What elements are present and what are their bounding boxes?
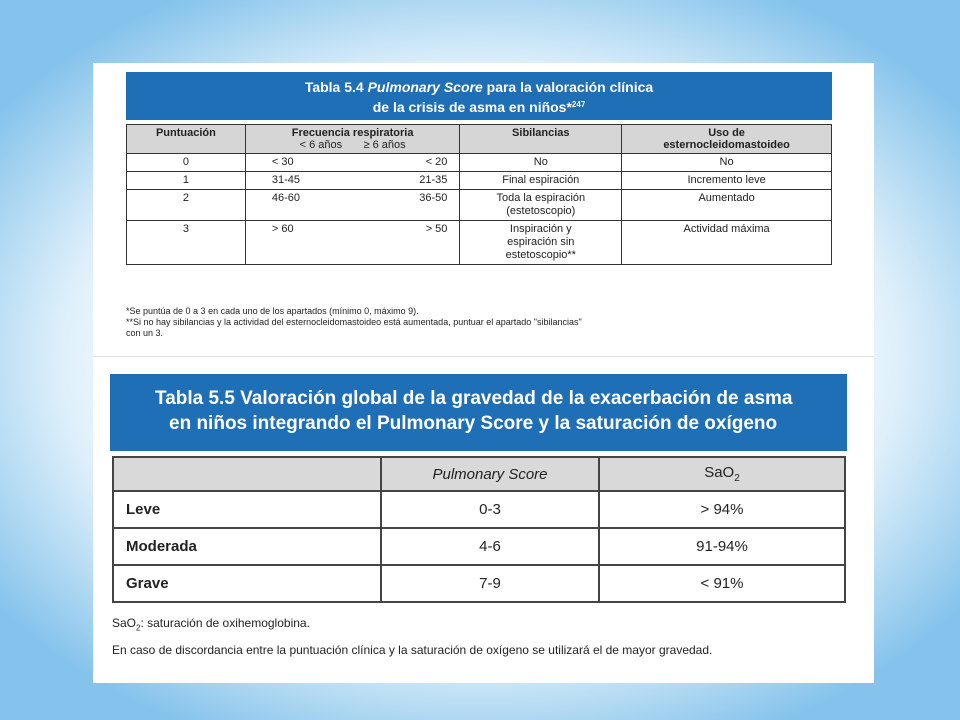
cell-wheeze-line2: espiración sin (507, 236, 575, 248)
table-5-4-footnotes (126, 306, 832, 339)
cell-wheeze: No (460, 154, 622, 172)
footnote-1: *Se puntúa de 0 a 3 en cada uno de los apartados (mínimo 0, máximo 9). (126, 306, 419, 316)
table-5-5-title (110, 374, 847, 451)
col-scm (622, 125, 832, 154)
cell-freq-under6: > 60 (271, 223, 294, 235)
table-5-5-notes (112, 612, 852, 661)
cell-score: 0-3 (381, 491, 599, 528)
cell-wheeze-line1: Inspiración y (509, 223, 572, 235)
cell-scm: No (622, 154, 832, 172)
table-row (127, 154, 832, 172)
note-1 (112, 612, 852, 639)
title-superscript: 247 (571, 100, 586, 109)
col-sao2-sub: 2 (734, 473, 740, 484)
cell-freq-under6: 31-45 (271, 174, 300, 186)
table-5-4-title (126, 72, 832, 120)
cell-wheeze-line2: (estetoscopio) (506, 205, 576, 217)
col-score: Puntuación (127, 125, 246, 154)
note-1-post: : saturación de oxihemoglobina. (140, 616, 310, 630)
col-freq-under6: < 6 años (299, 139, 343, 151)
cell-sao2: 91-94% (599, 528, 845, 565)
cell-wheeze (460, 221, 622, 265)
cell-wheeze: Final espiración (460, 172, 622, 190)
table-row (113, 528, 845, 565)
col-sao2 (599, 457, 845, 491)
cell-freq-under6: 46-60 (271, 192, 300, 204)
cell-severity: Leve (113, 491, 381, 528)
cell-wheeze-line1: Toda la espiración (496, 192, 586, 204)
col-freq-over6: ≥ 6 años (363, 139, 406, 151)
cell-scm: Incremento leve (622, 172, 832, 190)
col-scm-line1: Uso de (708, 127, 745, 139)
cell-freq-over6: 36-50 (419, 192, 448, 204)
cell-severity: Grave (113, 565, 381, 602)
severity-table (112, 456, 846, 603)
section-divider (93, 356, 874, 357)
table-header-row (113, 457, 845, 491)
cell-wheeze (460, 190, 622, 221)
cell-freq (245, 190, 460, 221)
col-pulmonary-score: Pulmonary Score (381, 457, 599, 491)
cell-scm: Actividad máxima (622, 221, 832, 265)
note-1-sub: 2 (136, 623, 141, 633)
cell-score: 1 (127, 172, 246, 190)
cell-score: 0 (127, 154, 246, 172)
title-line2: en niños integrando el Pulmonary Score y la saturación de oxígeno (169, 413, 778, 434)
cell-sao2: < 91% (599, 565, 845, 602)
cell-freq-over6: < 20 (425, 156, 448, 168)
cell-freq-under6: < 30 (271, 156, 294, 168)
cell-freq (245, 172, 460, 190)
title-rest: para la valoración clínica (486, 79, 654, 95)
note-2: En caso de discordancia entre la puntuación clínica y la saturación de oxígeno se utilizará el de mayor gravedad. (112, 643, 713, 658)
note-1-pre: SaO (112, 616, 137, 630)
title-line1: Tabla 5.5 Valoración global de la gravedad de la exacerbación de asma (155, 388, 793, 409)
cell-freq (245, 154, 460, 172)
cell-score: 2 (127, 190, 246, 221)
table-row (127, 190, 832, 221)
table-row (127, 221, 832, 265)
cell-freq-over6: > 50 (425, 223, 448, 235)
col-sao2-label: SaO (704, 464, 735, 481)
table-header-row (127, 125, 832, 154)
table-row (127, 172, 832, 190)
col-freq (245, 125, 460, 154)
footnote-2-line1: **Si no hay sibilancias y la actividad del esternocleidomastoideo está aumentada, puntuar el apartado "sibilancias" (126, 317, 582, 327)
title-line2: de la crisis de asma en niños* (372, 99, 572, 115)
pulmonary-score-table (126, 124, 832, 265)
title-italic: Pulmonary Score (367, 79, 483, 95)
cell-freq-over6: 21-35 (419, 174, 448, 186)
cell-wheeze-line3: estetoscopio** (505, 249, 576, 261)
title-prefix: Tabla 5.4 (304, 79, 364, 95)
cell-scm: Aumentado (622, 190, 832, 221)
cell-sao2: > 94% (599, 491, 845, 528)
col-wheeze: Sibilancias (460, 125, 622, 154)
table-row (113, 565, 845, 602)
table-row (113, 491, 845, 528)
col-label (113, 457, 381, 491)
footnote-2-line2: con un 3. (126, 328, 164, 338)
cell-score: 4-6 (381, 528, 599, 565)
cell-score: 3 (127, 221, 246, 265)
cell-freq (245, 221, 460, 265)
cell-score: 7-9 (381, 565, 599, 602)
col-scm-line2: esternocleidomastoideo (663, 139, 790, 151)
col-freq-label: Frecuencia respiratoria (291, 127, 414, 139)
cell-severity: Moderada (113, 528, 381, 565)
